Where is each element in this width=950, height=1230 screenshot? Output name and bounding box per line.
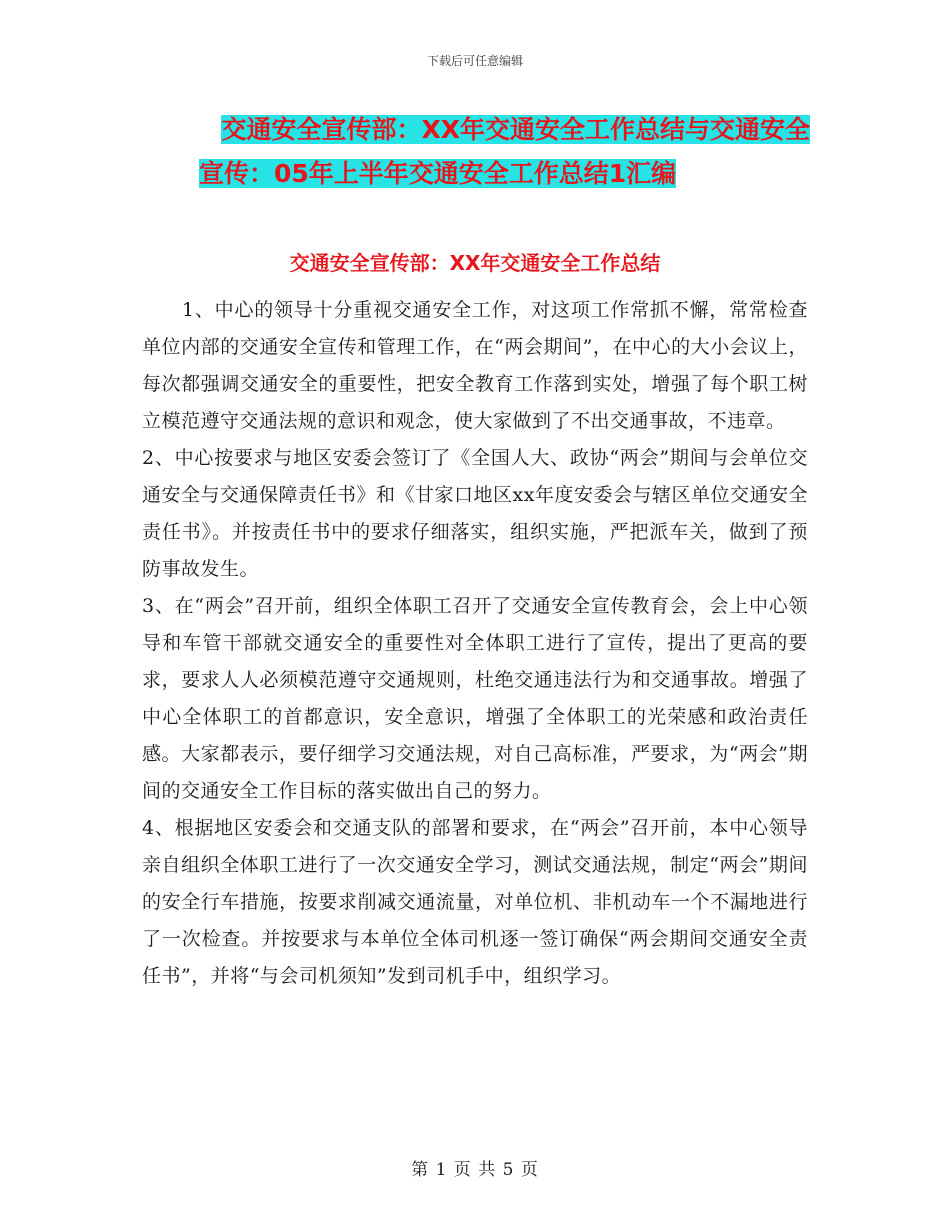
title-highlight-1: 交通安全宣传部：XX年交通安全工作总结与交通安全	[221, 115, 810, 144]
paragraph-3: 3、在“两会”召开前，组织全体职工召开了交通安全宣传教育会，会上中心领导和车管干部就交通安全的重要性对全体职工进行了宣传，提出了更高的要求，要求人人必须模范遵守交通规则，杜绝交通违法行为和交通事故。增强了中心全体职工的首都意识，安全意识，增强了全体职工的光荣感和政治责任感。大家都表示，要仔细学习交通法规，对自己高标准，严要求，为“两会”期间的交通安全工作目标的落实做出自己的努力。	[142, 595, 808, 802]
document-title-line-2	[142, 152, 810, 196]
document-title-line-1	[142, 108, 810, 152]
header-note: 下载后可任意编辑	[426, 54, 523, 68]
title-highlight-2: 宣传：05年上半年交通安全工作总结1汇编	[199, 159, 677, 188]
paragraph-4: 4、根据地区安委会和交通支队的部署和要求，在“两会”召开前，本中心领导亲自组织全体职工进行了一次交通安全学习，测试交通法规，制定“两会”期间的安全行车措施，按要求削减交通流量，对单位机、非机动车一个不漏地进行了一次检查。并按要求与本单位全体司机逐一签订确保“两会期间交通安全责任书”，并将“与会司机须知”发到司机手中，组织学习。	[142, 817, 808, 987]
page-number: 第 1 页 共 5 页	[411, 1160, 539, 1180]
paragraph-1: 1、中心的领导十分重视交通安全工作，对这项工作常抓不懈，常常检查单位内部的交通安全宣传和管理工作，在“两会期间”，在中心的大小会议上，每次都强调交通安全的重要性，把安全教育工作落到实处，增强了每个职工树立模范遵守交通法规的意识和观念，使大家做到了不出交通事故，不违章。	[142, 299, 808, 432]
document-body	[142, 292, 808, 995]
paragraph-2: 2、中心按要求与地区安委会签订了《全国人大、政协“两会”期间与会单位交通安全与交通保障责任书》和《甘家口地区xx年度安委会与辖区单位交通安全责任书》。并按责任书中的要求仔细落实，组织实施，严把派车关，做到了预防事故发生。	[142, 447, 808, 580]
section-title: 交通安全宣传部：XX年交通安全工作总结	[289, 251, 661, 275]
document-title	[142, 108, 810, 196]
